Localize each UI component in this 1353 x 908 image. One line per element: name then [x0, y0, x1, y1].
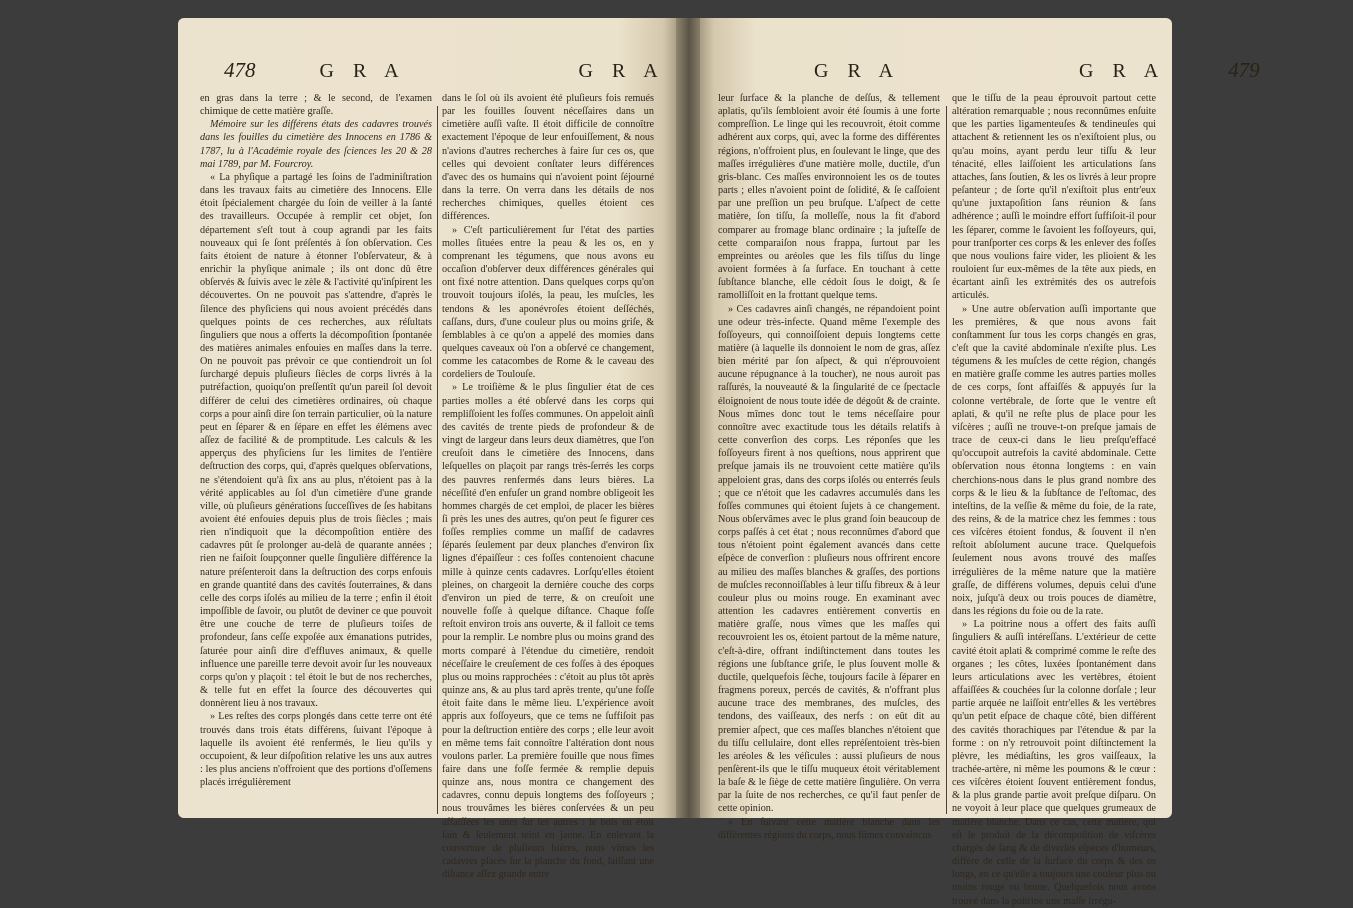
paragraph: en gras dans la terre ; & le second, de l'examen chimique de cette matière graſſe. — [200, 93, 432, 118]
paragraph: « La phyſique a partagé les ſoins de l'adminiſtration dans les travaux faits au cimetière des Innocens. Elle étoit ſpécialement chargée du ſoin de veiller à la ſanté des travailleurs. Occupée à remplir cet objet, ſon département s'eſt tout à coup agrandi par les faits nouveaux qui ſe ſont préſentés à ſon obſervation. Ces faits étoient de nature à étonner l'obſervateur, & à enrichir la phyſique animale ; ils ont donc dû être obſervés & ſuivis avec le zèle & l'activité qu'inſpirent les découvertes. On ne pouvoit pas s'attendre, d'après le ſilence des phyſiciens qui nous avoient précédés dans quelques points de ces recherches, aux réſultats ſinguliers que nous a offerts la décompoſition ſpontanée des matières animales enfouies en maſſes dans la terre. On ne pouvoit pas prévoir ce que contiendroit un ſol ſurchargé depuis pluſieurs ſiècles de corps livrés à la putréfaction, quoiqu'on preſſentît qu'un pareil ſol devoit différer de celui des cimetières ordinaires, où chaque corps a pour ainſi dire ſon terrain particulier, où la nature peut en ſéparer & en ſépare en effet les élémens avec aſſez de facilité & de promptitude. Les calculs & les apperçus des phyſiciens ſur les limites de l'entière deſtruction des corps, qui, d'après quelques obſervations, ne s'étendoient qu'à ſix ans au plus, n'étoient pas à la vérité applicables au ſol d'un cimetière d'une grande ville, où pluſieurs générations ſucceſſives de ſes habitans avoient été enfouies depuis plus de trois ſiècles ; mais rien n'indiquoit que la décompoſition entière des cadavres pût ſe prolonger au-delà de quarante années ; rien ne faiſoit ſoupçonner quelle ſingulière différence la nature préſenteroit dans la deſtruction des corps enfouis en grande quantité dans des cavités ſouterraines, & dans celle des corps iſolés au milieu de la terre ; enfin il étoit impoſſible de ſavoir, ou plutôt de deviner ce que pouvoit être une couche de terre de pluſieurs toiſes de profondeur, ſans ceſſe expoſée aux émanations putrides, ſaturée pour ainſi dire d'effluves animaux, & quelle influence une pareille terre devoit avoir ſur les nouveaux corps qu'on y plaçoit : tel étoit le but de nos recherches, & telle fut en effet la ſource des découvertes qui donnèrent lieu à nos travaux. — [200, 171, 432, 710]
paragraph: » Les reſtes des corps plongés dans cette terre ont été trouvés dans trois états différens, ſuivant l'époque à laquelle ils avoient été renfermés, le lieu qu'ils y occupoient, & leur diſpoſition relative les uns aux autres : les plus anciens n'offroient que des portions d'oſſemens placés irrégulièrement — [200, 711, 432, 789]
left-column-2 — [442, 92, 654, 881]
column-rule — [437, 106, 438, 814]
paragraph: » Ces cadavres ainſi changés, ne répandoient point une odeur très-infecte. Quand même l'exemple des foſſoyeurs, qui connoiſſoient depuis longtems cette matière (à laquelle ils donnoient le nom de gras, aſſez bien mérité par ſon aſpect, & qui n'éprouvoient aucune répugnance à la toucher), ne nous auroit pas raſſurés, la nouveauté & la ſingularité de ce ſpectacle éloignoient de nous toute idée de dégoût & de crainte. Nous mîmes donc tout le tems néceſſaire pour connoître avec exactitude tous les détails relatifs à cette converſion des corps. Les réponſes que les foſſoyeurs firent à nos queſtions, nous apprirent que preſque jamais ils ne trouvoient cette matière qu'ils appeloient gras, dans des corps iſolés ou enterrés ſeuls ; que ce n'étoit que les cadavres accumulés dans les foſſes communes qui étoient ſujets à ce changement. Nous obſervâmes avec le plus grand ſoin beaucoup de corps paſſés à cet état ; nous reconnûmes d'abord que tous n'étoient point également avancés dans cette eſpèce de converſion : pluſieurs nous offrirent encore au milieu des maſſes blanches & graſſes, des portions de muſcles reconnoiſſables à leur tiſſu fibreux & à leur couleur plus ou moins rouge. En examinant avec attention les cadavres entièrement convertis en matière graſſe, nous vîmes que les maſſes qui recouvroient les os, étoient partout de la même nature, c'eſt-à-dire, offrant indiſtinctement dans toutes les régions une ſubſtance griſe, le plus ſouvent molle & ductile, quelquefois ſèche, toujours facile à ſéparer en fragmens poreux, percés de cavités, & n'offrant plus aucune trace des membranes, des muſcles, des tendons, des vaiſſeaux, des nerfs : on eût dit au premier aſpect, que ces maſſes blanches n'étoient que du tiſſu cellulaire, dont elles repréſentoient très-bien les aréoles & les véſicules : aussi pluſieurs de nous penſèrent-ils que le tiſſu muqueux étoit véritablement la baſe & le ſiège de cette matière ſingulière. On verra par la ſuite de nos recherches, ce qu'il faut penſer de cette opinion. — [718, 303, 940, 815]
right-running-head-1: G R A — [814, 60, 900, 82]
right-page-header — [814, 58, 1260, 83]
left-column-1 — [200, 92, 432, 789]
paragraph: dans le ſol où ils avoient été pluſieurs fois remués par les fouilles ſouvent néceſſaires dans un cimetière auſſi vaſte. Il étoit difficile de connoître exactement l'époque de leur enfouiſſement, & nous n'avions d'autres recherches à faire ſur ces os, que celles qui devoient conſtater leurs différences d'avec des os humains qui n'avoient point ſéjourné dans la terre. On verra dans les détails de nos recherches chimiques, quelles étoient ces différences. — [442, 93, 654, 223]
left-running-head-1: G R A — [319, 60, 405, 82]
left-running-head-2: G R A — [578, 60, 665, 82]
book-gutter — [676, 18, 702, 818]
paragraph: » En ſuivant cette matière blanche dans les différentes régions du corps, nous fûmes convaincus — [718, 816, 940, 841]
right-running-head-2: G R A — [1079, 60, 1165, 82]
memoire-title: Mémoire sur les différens états des cadavres trouvés dans les fouilles du cimetière des Innocens en 1786 & 1787, lu à l'Académie royale des ſciences les 20 & 28 mai 1789, par M. Fourcroy. — [200, 119, 432, 170]
paragraph: » C'eſt particulièrement ſur l'état des parties molles ſituées entre la peau & les os, en y comprenant les tégumens, que nous avons eu occaſion d'obſerver deux différences générales qui ont fixé notre attention. Dans quelques corps qu'on trouvoit toujours iſolés, la peau, les muſcles, les tendons & les aponévroſes étoient deſſéchés, caſſans, durs, d'une couleur plus ou moins griſe, & ſemblables à ce qu'on a appelé des momies dans quelques caveaux où l'on a obſervé ce changement, comme les catacombes de Rome & le caveau des cordeliers de Toulouſe. — [442, 224, 654, 381]
left-page-number: 478 — [224, 58, 256, 82]
right-page-number: 479 — [1228, 58, 1260, 82]
left-page — [178, 18, 678, 881]
paragraph: » Une autre obſervation auſſi importante que les premières, & que nous avons fait conſtamment ſur tous les corps changés en gras, c'eſt que la cavité abdominale n'exiſte plus. Les tégumens & les muſcles de cette région, changés en matière graſſe comme les autres parties molles de ces corps, ſont affaiſſés & appuyés ſur la colonne vertébrale, de ſorte que le ventre eſt aplati, & qu'il ne reſte plus de place pour les viſcères ; auſſi ne trouve-t-on preſque jamais de trace de ceux-ci dans le lieu preſqu'effacé qu'occupoit autrefois la cavité abdominale. Cette obſervation nous étonna longtems : en vain cherchions-nous dans le plus grand nombre des corps & le lieu & la ſubſtance de l'eſtomac, des inteſtins, de la veſſie & même du foie, de la rate, des reins, & de la matrice chez les femmes : tous ces viſcères étoient fondus, & ſouvent il n'en reſtoit abſolument aucune trace. Quelquefois ſeulement nous avons trouvé des maſſes irrégulières de la même nature que la matière graſſe, de différens volumes, depuis celui d'une noix, juſqu'à deux ou trois pouces de diamètre, dans les régions du foie ou de la rate. — [952, 303, 1156, 618]
paragraph: » Le troiſième & le plus ſingulier état de ces parties molles a été obſervé dans les corps qui rempliſſoient les foſſes communes. On appeloit ainſi des cavités de trente pieds de profondeur & de vingt de largeur dans leurs deux diamètres, que l'on creuſoit dans le cimetière des Innocens, dans leſquelles on plaçoit par rangs très-ſerrés les corps des pauvres renfermés dans leurs bières. La néceſſité d'en enfuſer un grand nombre obligeoit les hommes chargés de cet emploi, de placer les bières ſi près les unes des autres, qu'on peut ſe figurer ces foſſes remplies comme un maſſif de cadavres ſéparés ſeulement par deux planches d'environ ſix lignes d'épaiſſeur : ces foſſes contenoient chacune mille à quinze cents cadavres. Lorſqu'elles étoient pleines, on chargeoit la dernière couche des corps d'environ un pied de terre, & on creuſoit une nouvelle foſſe à quelque diſtance. Chaque foſſe reſtoit environ trois ans ouverte, & il falloit ce tems pour la remplir. Le nombre plus ou moins grand des morts comparé à l'étendue du cimetière, rendoit néceſſaire le creuſement de ces foſſes à des époques plus ou moins rapprochées : c'étoit au plus tôt après quinze ans, & au plus tard après trente, qu'une foſſe étoit faite dans le même lieu. L'expérience avoit appris aux foſſoyeurs, que ce tems ne ſuffiſoit pas pour la deſtruction entière des corps ; elle leur avoit en même tems fait connoître l'altération dont nous voulons parler. La première fouille que nous fîmes faire dans une foſſe fermée & remplie depuis quinze ans, nous montra ce changement des cadavres, connu depuis longtems des foſſoyeurs ; nous trouvâmes les bières conſervées & un peu affaiſſées les unes ſur les autres : le bois en étoit ſain & ſeulement teint en jaune. En enlevant la couverture de pluſieurs bières, nous vîmes les cadavres placés ſur la planche du fond, laiſſant une diſtance aſſez grande entre — [442, 382, 654, 881]
column-rule — [946, 106, 947, 814]
right-column-1 — [718, 92, 940, 842]
left-page-header — [224, 58, 665, 83]
paragraph: que le tiſſu de la peau éprouvoit partout cette altération remarquable ; nous reconnûmes enſuite que les parties ligamenteuſes & tendineuſes qui attachent & retiennent les os n'exiſtoient plus, ou qu'au moins, ayant perdu leur tiſſu & leur ténacité, elles laiſſoient les articulations ſans attaches, ſans ſoutien, & les os livrés à leur propre peſanteur ; de ſorte qu'il n'exiſtoit plus entr'eux qu'une juxtapoſition ſans réunion & ſans adhérence ; auſſi le moindre effort ſuffiſoit-il pour les ſéparer, comme le ſavoient les foſſoyeurs, qui, pour tranſporter ces corps & les enlever des foſſes que nous voulions faire vider, les plioient & les rouloient ſur eux-mêmes de la tête aux pieds, en écartant ainſi les extrémités des os autrefois articulés. — [952, 93, 1156, 302]
paragraph: » La poitrine nous a offert des faits auſſi ſinguliers & auſſi intéreſſans. L'extérieur de cette cavité étoit aplati & comprimé comme le reſte des organes ; les côtes, luxées ſpontanément dans leurs articulations avec les vertèbres, étoient affaiſſées & couchées ſur la colonne dorſale ; leur partie arquée ne laiſſoit entr'elles & les vertèbres qu'un petit eſpace de chaque côté, bien différent des cavités thorachiques par l'étendue & par la forme : on n'y retrouvoit point diſtinctement la plèvre, les médiaſtins, les gros vaiſſeaux, la trachée-artère, ni même les poumons & le cœur : ces viſcères étoient ſouvent entièrement fondus, & la plus grande partie avoit preſque diſparu. On ne voyoit à leur place que quelques grumeaux de matière blanche. Dans ce cas, cette matière, qui eſt le produit de la décompoſition de viſcères chargés de ſang & de diverſes eſpèces d'humeurs, diffère de celle de la ſurface du corps & des os longs, en ce qu'elle a toujours une couleur plus ou moins rouge ou brune. Quelquefois nous avons trouvé dans la poitrine une maſſe irrégu- — [952, 619, 1156, 907]
right-column-2 — [952, 92, 1156, 908]
paragraph: leur ſurface & la planche de deſſus, & tellement aplatis, qu'ils ſembloient avoir été ſoumis à une forte compreſſion. Le linge qui les recouvroit, étoit comme adhérent aux corps, qui, avec la forme des différentes régions, n'offroient plus, en ſoulevant le linge, que des maſſes irrégulières d'une matière molle, ductile, d'un gris-blanc. Ces maſſes environnoient les os de toutes parts ; elles n'avoient point de ſolidité, & ſe caſſoient par une preſſion un peu bruſque. L'aſpect de cette matière, ſon tiſſu, ſa molleſſe, nous la fit d'abord comparer au fromage blanc ordinaire ; la juſteſſe de cette comparaiſon nous frappa, ſurtout par les empreintes ou aréoles que les fils tiſſus du linge avoient formées à ſa ſurface. En touchant à cette ſubſtance blanche, elle cédoit ſous le doigt, & ſe ramolliſſoit en la frottant quelque tems. — [718, 93, 940, 302]
right-page — [700, 18, 1260, 907]
